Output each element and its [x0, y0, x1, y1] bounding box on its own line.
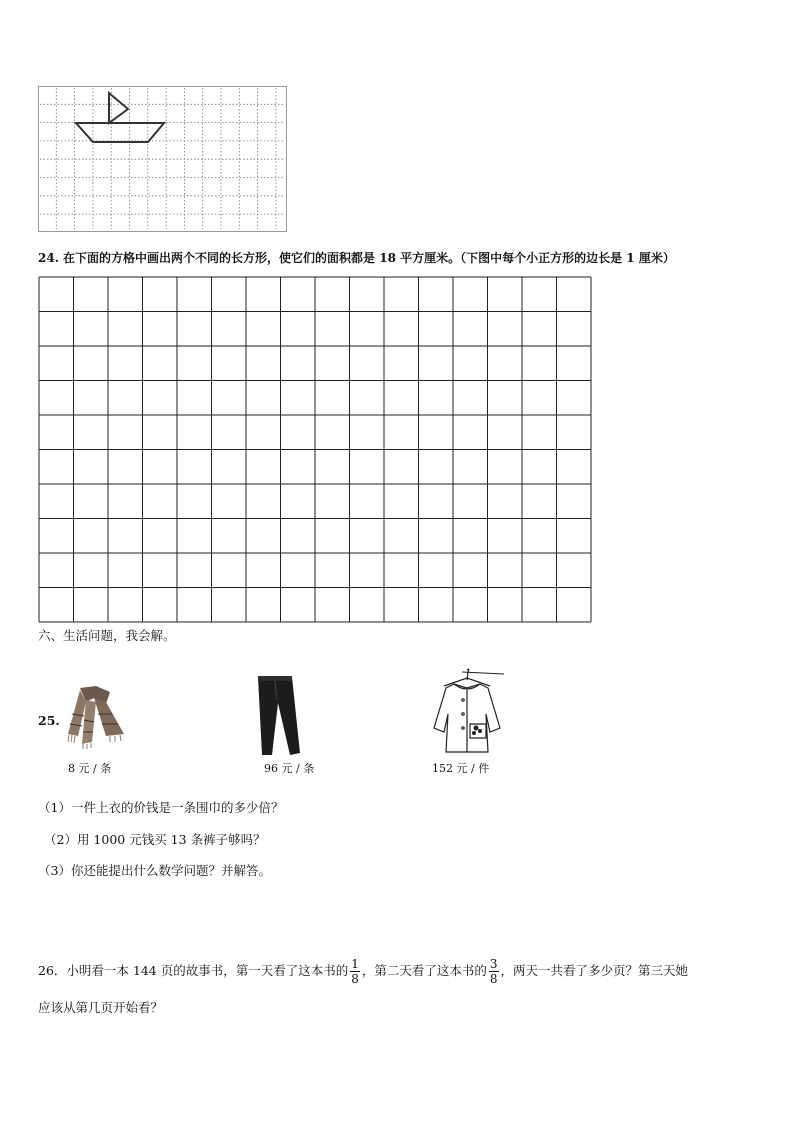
question-24-text: 24. 在下面的方格中画出两个不同的长方形，使它们的面积都是 18 平方厘米。（下图中每个小正方形的边长是 1 厘米） [38, 251, 675, 265]
coat-price: 152 元 / 件 [432, 762, 490, 775]
question-25-sub3: （3）你还能提出什么数学问题？并解答。 [38, 863, 271, 878]
question-25-number: 25. [38, 713, 60, 728]
scarf-price: 8 元 / 条 [68, 762, 112, 775]
question-26-part1: 26．小明看一本 144 页的故事书，第一天看了这本书的 [38, 963, 349, 978]
section-6-heading: 六、生活问题，我会解。 [38, 628, 176, 643]
question-26-part2: ，第二天看了这本书的 [361, 963, 487, 978]
fraction-1-numerator: 1 [351, 957, 359, 971]
drawing-grid[interactable] [38, 276, 592, 623]
sailboat-grid-figure [38, 86, 288, 232]
scarf-icon [66, 684, 130, 750]
question-25-sub1: （1）一件上衣的价钱是一条围巾的多少倍？ [38, 800, 284, 815]
fraction-2-numerator: 3 [489, 957, 498, 971]
coat-icon [424, 666, 510, 756]
fraction-one-eighth [350, 957, 360, 986]
fraction-1-denominator: 8 [351, 972, 359, 986]
question-26-line1 [38, 956, 688, 986]
pants-icon [252, 673, 310, 757]
question-26-part3: ，两天一共看了多少页？第三天她 [500, 963, 689, 978]
pants-price: 96 元 / 条 [264, 762, 315, 775]
fraction-three-eighths [489, 957, 499, 986]
question-26-line2: 应该从第几页开始看？ [38, 1000, 164, 1015]
fraction-2-denominator: 8 [489, 972, 498, 986]
question-25-sub2: （2）用 1000 元钱买 13 条裤子够吗？ [44, 832, 266, 847]
